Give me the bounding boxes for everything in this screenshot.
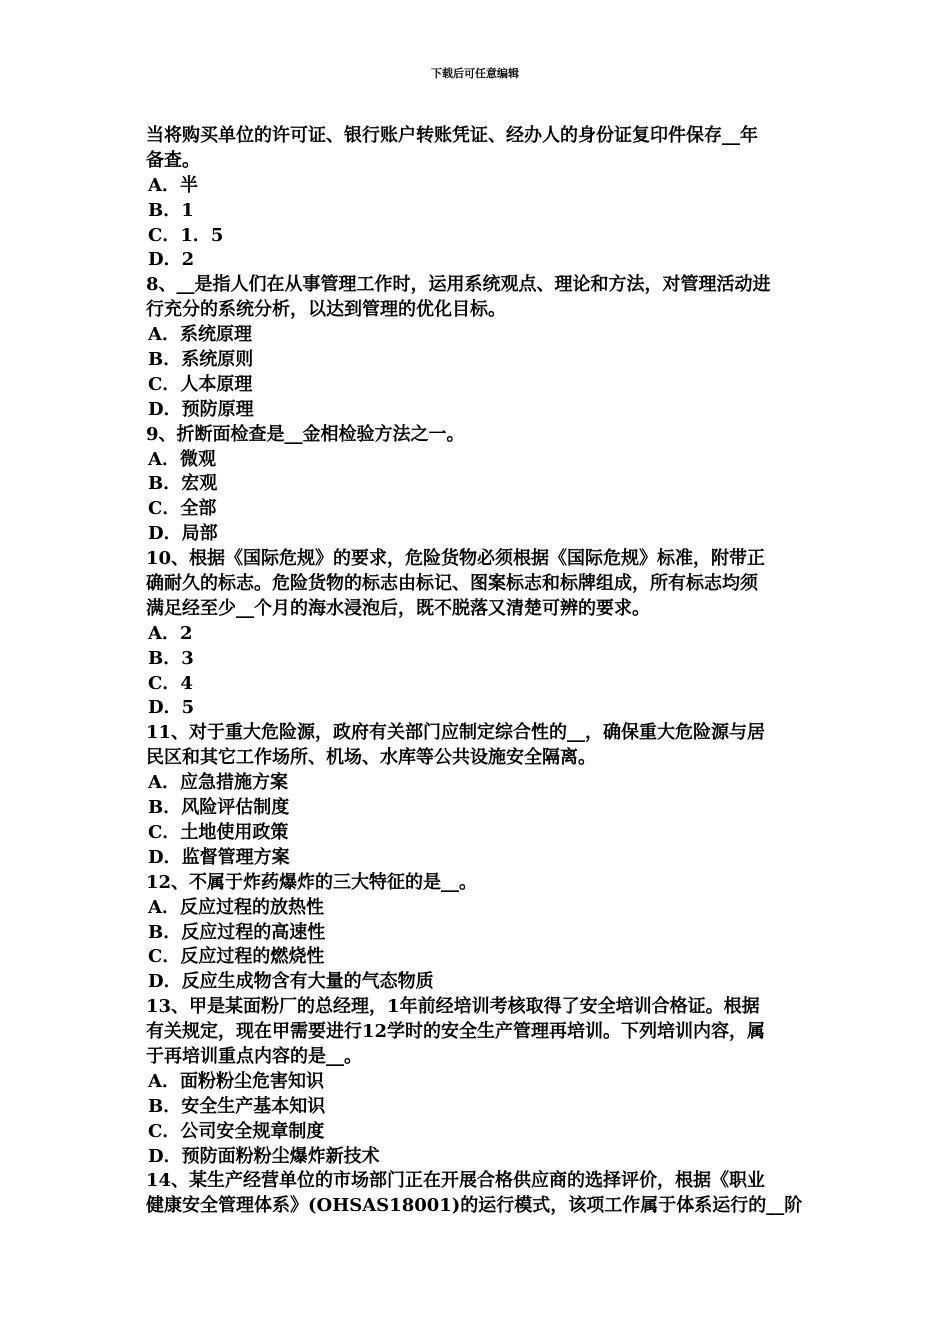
answer-option: D．预防面粉粉尘爆炸新技术 (148, 1145, 380, 1167)
question-text-line: 于再培训重点内容的是__。 (146, 1045, 362, 1067)
answer-option: C．全部 (148, 498, 217, 520)
answer-option: B．1 (148, 199, 194, 221)
answer-option: C．反应过程的燃烧性 (148, 946, 325, 968)
answer-option: D．预防原理 (148, 398, 254, 420)
question-text-line: 健康安全管理体系》(OHSAS18001)的运行模式，该项工作属于体系运行的__阶 (146, 1195, 803, 1217)
question-text-line: 14、某生产经营单位的市场部门正在开展合格供应商的选择评价，根据《职业 (146, 1170, 766, 1192)
answer-option: A．系统原理 (148, 324, 252, 346)
answer-option: D．局部 (148, 523, 218, 545)
question-text-line: 13、甲是某面粉厂的总经理，1年前经培训考核取得了安全培训合格证。根据 (146, 996, 760, 1018)
answer-option: B．3 (148, 647, 194, 669)
answer-option: A．面粉粉尘危害知识 (148, 1070, 324, 1092)
question-text-line: 9、折断面检查是__金相检验方法之一。 (146, 423, 465, 445)
question-text-line: 11、对于重大危险源，政府有关部门应制定综合性的__，确保重大危险源与居 (146, 722, 766, 744)
answer-option: B．风险评估制度 (148, 797, 290, 819)
question-text-line: 当将购买单位的许可证、银行账户转账凭证、经办人的身份证复印件保存__年 (146, 125, 758, 146)
answer-option: A．半 (148, 174, 198, 196)
question-text-line: 行充分的系统分析，以达到管理的优化目标。 (146, 299, 506, 321)
document-body (146, 124, 808, 1219)
answer-option: D．2 (148, 249, 195, 271)
answer-option: D．监督管理方案 (148, 846, 290, 868)
answer-option: A．应急措施方案 (148, 772, 288, 794)
answer-option: D．5 (148, 697, 195, 719)
answer-option: C．公司安全规章制度 (148, 1120, 325, 1142)
answer-option: B．宏观 (148, 473, 218, 495)
answer-option: A．反应过程的放热性 (148, 896, 324, 918)
answer-option: A．2 (148, 622, 193, 644)
answer-option: A．微观 (148, 448, 216, 470)
answer-option: C．人本原理 (148, 373, 253, 395)
question-text-line: 10、根据《国际危规》的要求，危险货物必须根据《国际危规》标准，附带正 (146, 548, 766, 570)
answer-option: B．反应过程的高速性 (148, 921, 326, 943)
answer-option: C．1．5 (148, 224, 224, 246)
question-text-line: 12、不属于炸药爆炸的三大特征的是__。 (146, 871, 478, 893)
question-text-line: 民区和其它工作场所、机场、水库等公共设施安全隔离。 (146, 747, 596, 769)
question-text-line: 确耐久的标志。危险货物的标志由标记、图案标志和标牌组成，所有标志均须 (146, 573, 758, 595)
question-text-line: 8、__是指人们在从事管理工作时，运用系统观点、理论和方法，对管理活动进 (146, 274, 771, 296)
question-text-line: 有关规定，现在甲需要进行12学时的安全生产管理再培训。下列培训内容，属 (146, 1021, 766, 1043)
answer-option: D．反应生成物含有大量的气态物质 (148, 971, 434, 993)
page-header: 下载后可任意编辑 (431, 67, 519, 80)
question-text-line: 满足经至少__个月的海水浸泡后，既不脱落又清楚可辨的要求。 (146, 597, 650, 619)
answer-option: C．土地使用政策 (148, 821, 289, 843)
answer-option: B．系统原则 (148, 349, 254, 371)
answer-option: C．4 (148, 672, 193, 694)
question-text-line: 备查。 (146, 149, 200, 171)
answer-option: B．安全生产基本知识 (148, 1095, 326, 1117)
